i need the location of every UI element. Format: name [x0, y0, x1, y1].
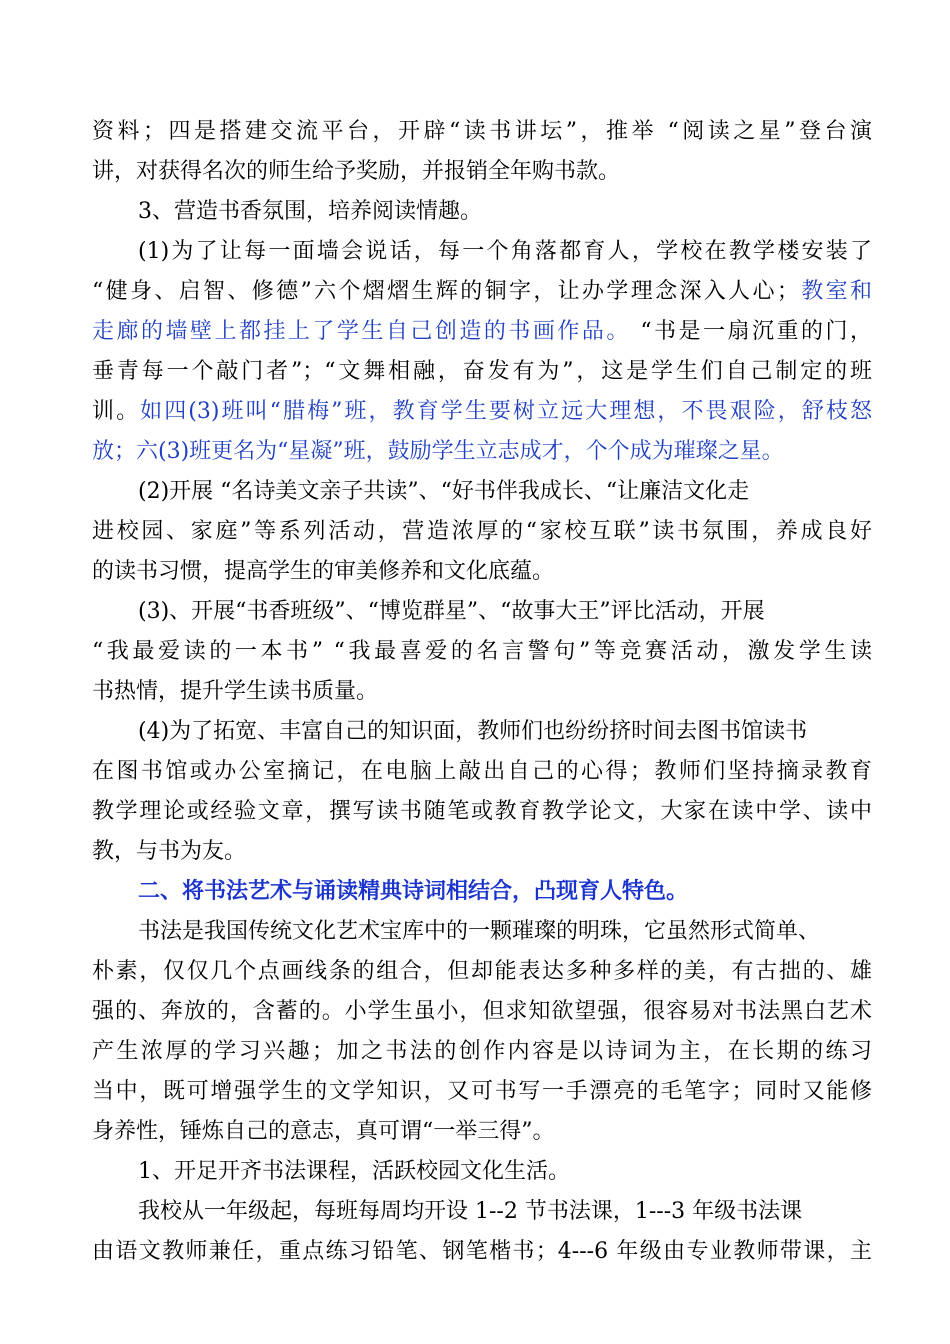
paragraph-line: 我校从一年级起，每班每周均开设 1--2 节书法课，1---3 年级书法课 [138, 1199, 803, 1224]
text-span: 训。 [92, 399, 141, 424]
paragraph-line: 产生浓厚的学习兴趣；加之书法的创作内容是以诗词为主，在长期的练习 [92, 1039, 872, 1064]
text-span: “书是一扇沉重的门， [630, 319, 872, 344]
paragraph-line: 书法是我国传统文化艺术宝库中的一颗璀璨的明珠，它虽然形式简单、 [138, 919, 821, 944]
highlighted-text-span: 如四(3)班叫“腊梅”班，教育学生要树立远大理想，不畏艰险，舒枝怒 [140, 399, 872, 424]
paragraph-line: 资料；四是搭建交流平台，开辟“读书讲坛”，推举 “阅读之星”登台演 [92, 119, 872, 144]
section-subheading: 3、营造书香氛围，培养阅读情趣。 [138, 199, 482, 224]
paragraph-line: 强的、奔放的，含蓄的。小学生虽小，但求知欲望强，很容易对书法黑白艺术 [92, 999, 872, 1024]
paragraph-line: 在图书馆或办公室摘记，在电脑上敲出自己的心得；教师们坚持摘录教育 [92, 759, 872, 784]
paragraph-line: 朴素，仅仅几个点画线条的组合，但却能表达多种多样的美，有古拙的、雄 [92, 959, 872, 984]
paragraph-line: 由语文教师兼任，重点练习铅笔、钢笔楷书；4---6 年级由专业教师带课，主 [92, 1239, 872, 1264]
paragraph-line: 讲，对获得名次的师生给予奖励，并报销全年购书款。 [92, 159, 621, 184]
paragraph-line: 垂青每一个敲门者”；“文舞相融，奋发有为”，这是学生们自己制定的班 [92, 359, 872, 384]
paragraph-line: 教学理论或经验文章，撰写读书随笔或教育教学论文，大家在读中学、读中 [92, 799, 872, 824]
highlighted-text-span: 教室和 [798, 279, 872, 304]
highlighted-paragraph-line: 放；六(3)班更名为“星凝”班，鼓励学生立志成才，个个成为璀璨之星。 [92, 439, 784, 464]
highlighted-text-span: 走廊的墙壁上都挂上了学生自己创造的书画作品。 [92, 319, 631, 344]
paragraph-line: 身养性，锤炼自己的意志，真可谓“一举三得”。 [92, 1119, 555, 1144]
paragraph-line: (1)为了让每一面墙会说话，每一个角落都育人，学校在教学楼安装了 [138, 239, 872, 264]
paragraph-line: “我最爱读的一本书” “我最喜爱的名言警句”等竞赛活动，激发学生读 [92, 639, 872, 664]
paragraph-line [92, 392, 872, 432]
paragraph-line: 的读书习惯，提高学生的审美修养和文化底蕴。 [92, 559, 555, 584]
paragraph-line: 进校园、家庭”等系列活动，营造浓厚的“家校互联”读书氛围，养成良好 [92, 519, 872, 544]
paragraph-line: (3)、开展“书香班级”、“博览群星”、“故事大王”评比活动，开展 [138, 599, 765, 624]
paragraph-line [92, 272, 872, 312]
paragraph-line: 当中，既可增强学生的文学知识，又可书写一手漂亮的毛笔字；同时又能修 [92, 1079, 872, 1104]
section-heading: 二、将书法艺术与诵读精典诗词相结合，凸现育人特色。 [138, 879, 689, 904]
paragraph-line: (2)开展 “名诗美文亲子共读”、“好书伴我成长、“让廉洁文化走 [138, 479, 750, 504]
section-subheading: 1、开足开齐书法课程，活跃校园文化生活。 [138, 1159, 570, 1184]
text-span: “健身、启智、修德”六个熠熠生辉的铜字，让办学理念深入人心； [92, 279, 799, 304]
document-page [92, 112, 872, 1272]
paragraph-line: 书热情，提升学生读书质量。 [92, 679, 379, 704]
paragraph-line: (4)为了拓宽、丰富自己的知识面，教师们也纷纷挤时间去图书馆读书 [138, 719, 808, 744]
paragraph-line: 教，与书为友。 [92, 839, 247, 864]
paragraph-line [92, 312, 872, 352]
